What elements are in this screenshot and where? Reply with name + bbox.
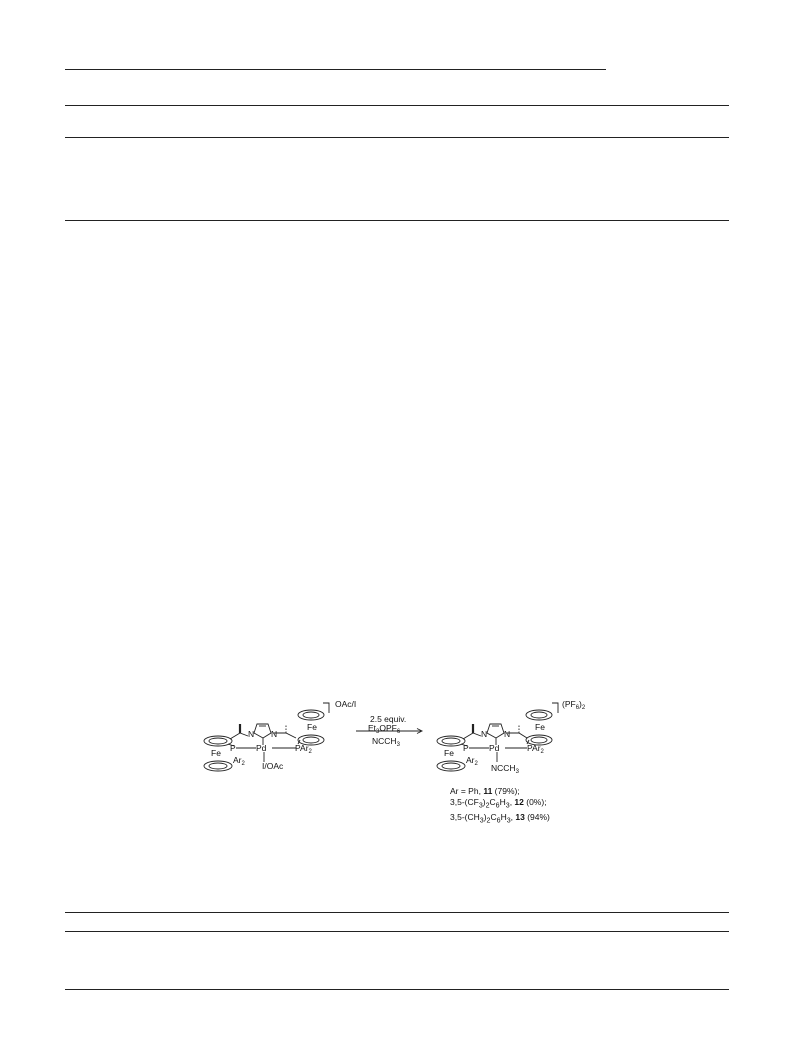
table2-top-rule <box>65 912 729 913</box>
counterion-left: OAc/I <box>335 699 357 709</box>
p-left-label: P <box>230 743 236 753</box>
table-bottom-rule <box>65 220 729 221</box>
fe-label-bottom-right: Fe <box>444 748 454 758</box>
par2-right-label-right: PAr$_2$ <box>527 743 544 755</box>
axial-ligand-right: $NCCH_3$ <box>491 763 519 775</box>
ar2-left-label: $Ar_2$ <box>233 755 245 767</box>
reaction-scheme <box>196 700 596 830</box>
table-top-rule <box>65 105 729 106</box>
cp-ring-left-1-inner <box>209 738 227 744</box>
pd-label-right: Pd <box>489 743 500 753</box>
cp-ring-right-1-inner <box>303 712 319 718</box>
n-right-label: N <box>271 729 278 739</box>
table-header-rule <box>65 137 729 138</box>
fe-label-top-right: Fe <box>535 722 545 732</box>
n-left-label: N <box>248 729 255 739</box>
ar2-left-label-right: $Ar_2$ <box>466 755 478 767</box>
cp-ring-left-2-inner <box>209 763 227 769</box>
bracket-left <box>323 703 329 713</box>
product-line-13: $3,5-(CH_3)_2C_6H_3$, 13 (94%) <box>450 811 550 825</box>
reagent-name: $Et_3OPF_6$ <box>368 723 401 735</box>
cp-ring-right-1 <box>298 710 324 720</box>
fe-label-top-left: Fe <box>307 722 317 732</box>
bracket-right <box>552 703 558 713</box>
product-list <box>450 786 550 826</box>
table2-header-rule <box>65 931 729 932</box>
n-right-label-right: N <box>504 729 511 739</box>
p-left-label-right: P <box>463 743 469 753</box>
reagent-equiv: 2.5 equiv. <box>370 714 407 724</box>
table2-bottom-rule <box>65 989 729 990</box>
counterion-right: $(PF_6)_2$ <box>562 699 586 711</box>
axial-ligand-left: I/OAc <box>262 761 284 771</box>
solvent-label: $NCCH_3$ <box>372 736 400 748</box>
product-line-12: $3,5-(CF_3)_2C_6H_3$, 12 (0%); <box>450 797 547 810</box>
product-line-11: Ar = Ph, 11 (79%); <box>450 786 520 796</box>
cp-ring-left-2 <box>204 761 232 771</box>
n-left-label-right: N <box>481 729 488 739</box>
cp-ring-left-1 <box>204 736 232 746</box>
pd-label-left: Pd <box>256 743 267 753</box>
fe-label-bottom-left: Fe <box>211 748 221 758</box>
par2-right-label: PAr$_2$ <box>295 743 312 755</box>
rule-top-short <box>65 69 606 70</box>
